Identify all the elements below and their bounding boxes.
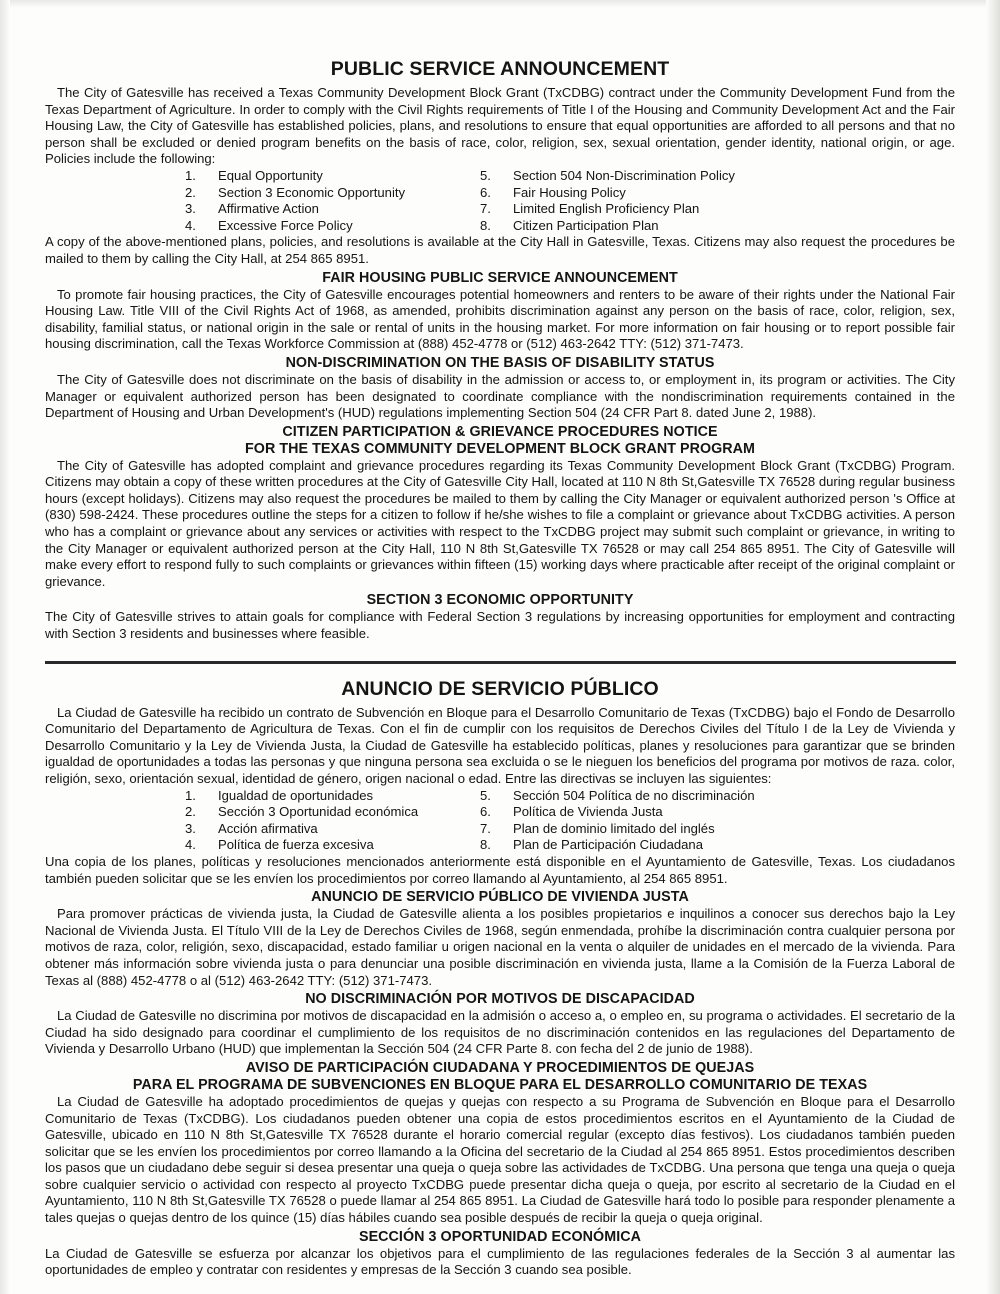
list-item xyxy=(185,788,480,805)
list-item-label: Sección 504 Política de no discriminación xyxy=(513,787,755,803)
list-item-label: Excessive Force Policy xyxy=(218,217,353,233)
english-citizen-heading-line1: CITIZEN PARTICIPATION & GRIEVANCE PROCEDURES NOTICE xyxy=(282,423,718,440)
spanish-fair-housing-heading: ANUNCIO DE SERVICIO PÚBLICO DE VIVIENDA JUSTA xyxy=(311,889,689,906)
spanish-policy-list xyxy=(185,788,945,854)
list-item-label: Limited English Proficiency Plan xyxy=(513,201,700,217)
english-intro-paragraph: The City of Gatesville has received a Texas Community Development Block Grant (TxCDBG) contract under the Community Development Fund from the Texas Department of Agriculture. In order to comply with the Civil Rights requirements of Title I of the Housing and Community Development Act and the Fair Housing Law, the City of Gatesville has established policies, plans, and resolutions to ensure that equal opportunities are afforded to all persons and that no person shall be excluded or denied program benefits on the basis of race, color, religion, sex, sexual orientation, gender identity, national origin, or age. Policies include the following: xyxy=(45,85,955,167)
spanish-section xyxy=(45,678,955,1279)
spanish-copy-paragraph: Una copia de los planes, políticas y resoluciones mencionados anteriormente está disponible en el Ayuntamiento de Gatesville, Texas. Los ciudadanos también pueden solicitar que se les envíen los procedimientos por correo llamando al Ayuntamiento, al 254 865 8951. xyxy=(45,853,955,886)
list-item-number: 5. xyxy=(480,167,491,183)
list-item-number: 6. xyxy=(480,804,491,820)
spanish-intro-paragraph: La Ciudad de Gatesville ha recibido un contrato de Subvención en Bloque para el Desarrollo Comunitario de Texas (TxCDBG) bajo el Fondo de Desarrollo Comunitario del Departamento de Agricultura de Texas. Con el fin de cumplir con los requisitos de Derechos Civiles del Título I de la Ley de Vivienda y Desarrollo Comunitario y la Ley de Vivienda Justa, la Ciudad de Gatesville ha establecido políticas, planes y resoluciones para garantizar que se brinden igualdad de oportunidades a todas las personas y que ninguna persona sea excluida o se le nieguen los beneficios del programa por motivos de raza. color, religión, sexo, orientación sexual, identidad de género, origen nacional o edad. Entre las directivas se incluyen las siguientes: xyxy=(45,704,955,786)
list-item-label: Plan de dominio limitado del inglés xyxy=(513,820,715,836)
list-item xyxy=(480,821,945,838)
scan-edge-right xyxy=(986,0,1000,1294)
spanish-disability-paragraph: La Ciudad de Gatesville no discrimina por motivos de discapacidad en la admisión o acceso a, o empleo en, su programa o actividades. El secretario de la Ciudad ha sido designado para coordinar el cumplimiento de los requisitos de no discriminación contenidos en las regulaciones del Departamento de Vivienda y Desarrollo Urbano (HUD) que implementan la Sección 504 (24 CFR Parte 8. con fecha del 2 de junio de 1988). xyxy=(45,1008,955,1057)
language-divider xyxy=(45,661,956,664)
list-item xyxy=(185,168,480,185)
list-item-label: Acción afirmativa xyxy=(218,820,318,836)
scan-edge-left xyxy=(0,0,10,1294)
list-item-label: Fair Housing Policy xyxy=(513,184,626,200)
list-item xyxy=(480,218,945,235)
list-item xyxy=(480,804,945,821)
spanish-disability-heading: NO DISCRIMINACIÓN POR MOTIVOS DE DISCAPACIDAD xyxy=(305,991,695,1008)
list-item xyxy=(185,837,480,854)
spanish-section3-heading: SECCIÓN 3 OPORTUNIDAD ECONÓMICA xyxy=(359,1228,641,1245)
list-item-number: 5. xyxy=(480,787,491,803)
list-item-number: 1. xyxy=(185,167,196,183)
list-item-number: 7. xyxy=(480,201,491,217)
list-item-label: Política de Vivienda Justa xyxy=(513,804,663,820)
list-item-number: 6. xyxy=(480,184,491,200)
list-item xyxy=(185,821,480,838)
scan-edge-top xyxy=(0,0,1000,8)
english-copy-paragraph: A copy of the above-mentioned plans, policies, and resolutions is available at the City Hall in Gatesville, Texas. Citizens may also request the procedures be mailed to them by calling the City Hall, at 254 865 8951. xyxy=(45,234,955,266)
spanish-citizen-paragraph: La Ciudad de Gatesville ha adoptado procedimientos de quejas y quejas con respecto a su Programa de Subvención en Bloque para el Desarrollo Comunitario de Texas (TxCDBG). Los ciudadanos pueden obtener una copia de estos procedimientos escritos en el Ayuntamiento de la Ciudad de Gatesville, ubicado en 110 N 8th St,Gatesville TX 76528 durante el horario comercial regular (excepto días festivos). Los ciudadanos también pueden solicitar que se les envíen los procedimientos por correo llamando a la Oficina del secretario de la Ciudad al 254 865 8951. Estos procedimientos describen los pasos que un ciudadano debe seguir si desea presentar una queja o queja sobre las actividades de TxCDBG. Una persona que tenga una queja o queja sobre cualquier servicio o actividad con respecto al proyecto TxCDBG puede presentar dicha queja o queja, por escrito al secretario de la Ciudad en el Ayuntamiento, 110 N 8th St,Gatesville TX 76528 o puede llamar al 254 865 8951. La Ciudad de Gatesville hará todo lo posible para responder plenamente a tales quejas o quejas dentro de los quince (15) días hábiles cuando sea posible después de recibir la queja o queja original. xyxy=(45,1093,955,1226)
list-item xyxy=(480,168,945,185)
list-item-label: Plan de Participación Ciudadana xyxy=(513,837,703,853)
list-item-number: 3. xyxy=(185,201,196,217)
english-disability-heading: NON-DISCRIMINATION ON THE BASIS OF DISABILITY STATUS xyxy=(285,354,715,371)
list-item-label: Sección 3 Oportunidad económica xyxy=(218,804,419,820)
list-item-number: 2. xyxy=(185,804,196,820)
english-citizen-heading-line2: FOR THE TEXAS COMMUNITY DEVELOPMENT BLOCK GRANT PROGRAM xyxy=(244,440,756,457)
list-item-number: 8. xyxy=(480,217,491,233)
list-item xyxy=(480,201,945,218)
english-section3-paragraph: The City of Gatesville strives to attain goals for compliance with Federal Section 3 regulations by increasing opportunities for employment and contracting with Section 3 residents and businesses where feasible. xyxy=(45,609,955,642)
list-item-number: 3. xyxy=(185,820,196,836)
document-content xyxy=(45,58,955,1279)
english-citizen-paragraph: The City of Gatesville has adopted complaint and grievance procedures regarding its Texas Community Development Block Grant (TxCDBG) Program. Citizens may obtain a copy of these written procedures at the City of Gatesville City Hall, located at 110 N 8th St,Gatesville TX 76528 during regular business hours (except holidays). Citizens may also request the procedures be mailed to them by calling the City Manager or equivalent authorized person 's Office at (830) 598-2424. These procedures outline the steps for a citizen to follow if he/she wishes to file a complaint or grievance about TxCDBG activities. A person who has a complaint or grievance about any services or activities with respect to the TxCDBG project may submit such complaint or grievance, in writing to the City Manager or equivalent authorized person at the City Hall, 110 N 8th St,Gatesville TX 76528 or may call 254 865 8951. The City of Gatesville will make every effort to respond fully to such complaints or grievances within fifteen (15) working days where practicable after receipt of the original complaint or grievance. xyxy=(45,457,955,589)
spanish-section3-paragraph: La Ciudad de Gatesville se esfuerza por alcanzar los objetivos para el cumplimiento de las regulaciones federales de la Sección 3 al aumentar las oportunidades de empleo y contratar con residentes y empresas de la Sección 3 cuando sea posible. xyxy=(45,1245,955,1278)
list-item-number: 8. xyxy=(480,837,491,853)
english-fair-housing-heading: FAIR HOUSING PUBLIC SERVICE ANNOUNCEMENT xyxy=(322,269,678,286)
english-fair-housing-paragraph: To promote fair housing practices, the City of Gatesville encourages potential homeowners and renters to be aware of their rights under the National Fair Housing Law. Title VIII of the Civil Rights Act of 1968, as amended, prohibits discrimination against any person on the basis of race, color, religion, sex, disability, familial status, or national origin in the sale or rental of units in the housing market. For more information on fair housing or to report possible fair housing discrimination, call the Texas Workforce Commission at (888) 452-4778 or (512) 463-2642 TTY: (512) 371-7473. xyxy=(45,286,955,352)
list-item-label: Equal Opportunity xyxy=(218,167,323,183)
list-item-label: Section 504 Non-Discrimination Policy xyxy=(513,167,735,183)
english-disability-paragraph: The City of Gatesville does not discriminate on the basis of disability in the admission or access to, or employment in, its program or activities. The City Manager or equivalent authorized person has been designated to coordinate compliance with the nondiscrimination requirements contained in the Department of Housing and Urban Development's (HUD) regulations implementing Section 504 (24 CFR Part 8. dated June 2, 1988). xyxy=(45,371,955,421)
page-title-spanish: ANUNCIO DE SERVICIO PÚBLICO xyxy=(341,677,659,700)
list-item xyxy=(185,804,480,821)
english-policy-list xyxy=(185,168,945,234)
english-section xyxy=(45,58,955,643)
list-item xyxy=(185,185,480,202)
spanish-fair-housing-paragraph: Para promover prácticas de vivienda justa, la Ciudad de Gatesville alienta a los posibles propietarios e inquilinos a conocer sus derechos bajo la Ley Nacional de Vivienda Justa. El Título VIII de la Ley de Derechos Civiles de 1968, según enmendada, prohíbe la discriminación contra cualquier persona por motivos de raza, color, religión, sexo, discapacidad, estado familiar u origen nacional en la venta o alquiler de unidades en el mercado de la vivienda. Para obtener más información sobre vivienda justa o para denunciar una posible discriminación en vivienda justa, llame a la Comisión de la Fuerza Laboral de Texas al (888) 452-4778 o al (512) 463-2642 TTY: (512) 371-7473. xyxy=(45,906,955,988)
list-item-number: 4. xyxy=(185,837,196,853)
list-item-label: Affirmative Action xyxy=(218,201,319,217)
list-item-number: 1. xyxy=(185,787,196,803)
list-item-number: 2. xyxy=(185,184,196,200)
list-item-number: 4. xyxy=(185,217,196,233)
list-item xyxy=(185,201,480,218)
spanish-citizen-heading-line1: AVISO DE PARTICIPACIÓN CIUDADANA Y PROCEDIMIENTOS DE QUEJAS xyxy=(245,1059,755,1076)
english-section3-heading: SECTION 3 ECONOMIC OPPORTUNITY xyxy=(366,592,634,609)
list-item-number: 7. xyxy=(480,820,491,836)
list-item xyxy=(185,218,480,235)
list-item-label: Section 3 Economic Opportunity xyxy=(218,184,406,200)
list-item-label: Política de fuerza excesiva xyxy=(218,837,374,853)
list-item xyxy=(480,185,945,202)
list-item-label: Igualdad de oportunidades xyxy=(218,787,374,803)
list-item xyxy=(480,788,945,805)
spanish-citizen-heading-line2: PARA EL PROGRAMA DE SUBVENCIONES EN BLOQUE PARA EL DESARROLLO COMUNITARIO DE TEXAS xyxy=(132,1076,868,1093)
list-item-label: Citizen Participation Plan xyxy=(513,217,659,233)
page-title-english: PUBLIC SERVICE ANNOUNCEMENT xyxy=(330,58,670,80)
list-item xyxy=(480,837,945,854)
